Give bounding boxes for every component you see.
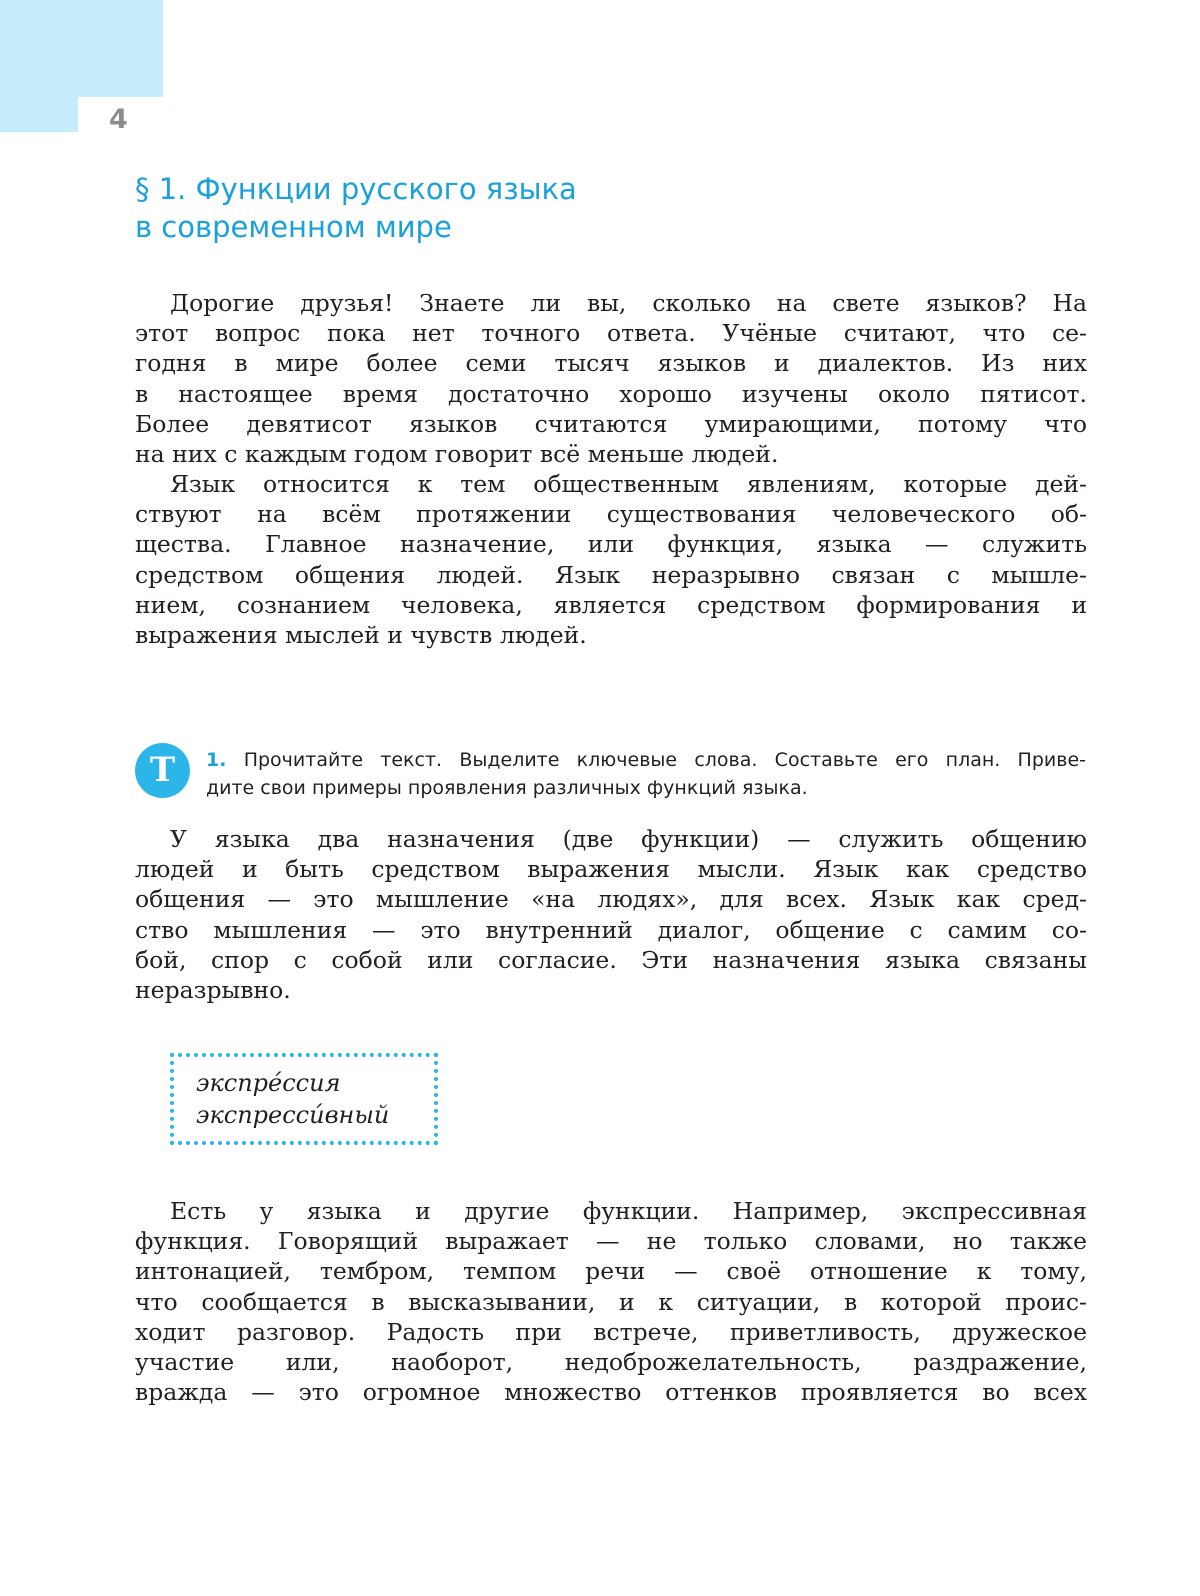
- page-number: 4: [109, 104, 128, 135]
- vocabulary-box: [170, 1053, 438, 1145]
- section-title-line-1: § 1. Функции русского языка: [135, 172, 577, 206]
- text-line: средством общения людей. Язык неразрывно связан с мышле-: [135, 560, 1087, 589]
- task-line-1: [206, 746, 1086, 774]
- task-text-1: Прочитайте текст. Выделите ключевые слова. Составьте его план. Приве-: [243, 749, 1086, 771]
- vocabulary-word-1: экспре́ссия: [196, 1069, 341, 1097]
- text-line: что сообщается в высказывании, и к ситуации, в которой проис-: [135, 1287, 1087, 1316]
- text-line: общения — это мышление «на людях», для всех. Язык как сред-: [135, 885, 1087, 914]
- text-line: Дорогие друзья! Знаете ли вы, сколько на свете языков? На: [170, 289, 1087, 317]
- task-line-2: дите свои примеры проявления различных функций языка.: [206, 777, 808, 799]
- text-line: нием, сознанием человека, является средством формирования и: [135, 590, 1087, 619]
- text-line: У языка два назначения (две функции) — служить общению: [170, 825, 1087, 853]
- corner-tab-lower: [0, 97, 78, 132]
- section-title: [135, 170, 577, 246]
- text-line: выражения мыслей и чувств людей.: [135, 620, 587, 649]
- task-type-icon: Т: [135, 743, 190, 798]
- text-line: ство мышления — это внутренний диалог, общение с самим со-: [135, 915, 1087, 944]
- task-number: 1.: [206, 749, 227, 771]
- text-line: интонацией, тембром, темпом речи — своё отношение к тому,: [135, 1257, 1087, 1286]
- text-line: щества. Главное назначение, или функция, языка — служить: [135, 530, 1087, 559]
- text-line: Есть у языка и другие функции. Например, экспрессивная: [170, 1197, 1087, 1225]
- text-line: в настоящее время достаточно хорошо изучены около пятисот.: [135, 379, 1087, 408]
- section-title-line-2: в современном мире: [135, 210, 452, 244]
- text-line: неразрывно.: [135, 975, 291, 1004]
- text-line: ствуют на всём протяжении существования человеческого об-: [135, 500, 1087, 529]
- text-line: людей и быть средством выражения мысли. Язык как средство: [135, 855, 1087, 884]
- text-line: бой, спор с собой или согласие. Эти назначения языка связаны: [135, 945, 1087, 974]
- text-line: вражда — это огромное множество оттенков проявляется во всех: [135, 1378, 1087, 1407]
- text-line: ходит разговор. Радость при встрече, приветливость, дружеское: [135, 1317, 1087, 1346]
- text-line: участие или, наоборот, недоброжелательность, раздражение,: [135, 1347, 1087, 1376]
- expressive-paragraph: [135, 1196, 1087, 1407]
- text-line: Язык относится к тем общественным явлениям, которые дей-: [170, 470, 1087, 498]
- functions-paragraph: [135, 469, 1087, 650]
- text-line: этот вопрос пока нет точного ответа. Учёные считают, что се-: [135, 319, 1087, 348]
- vocabulary-word-2: экспресси́вный: [196, 1101, 390, 1129]
- text-line: годня в мире более семи тысяч языков и диалектов. Из них: [135, 349, 1087, 378]
- corner-tab: [0, 0, 163, 97]
- intro-paragraph: [135, 288, 1087, 469]
- text-line: функция. Говорящий выражает — не только словами, но также: [135, 1227, 1087, 1256]
- text-line: Более девятисот языков считаются умирающими, потому что: [135, 409, 1087, 438]
- task-instruction: [206, 746, 1086, 802]
- text-line: на них с каждым годом говорит всё меньше людей.: [135, 439, 779, 468]
- two-functions-paragraph: [135, 824, 1087, 1005]
